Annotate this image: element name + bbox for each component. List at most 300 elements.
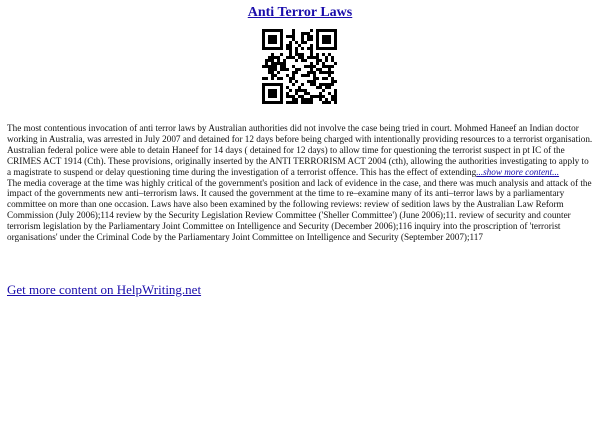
qr-module — [268, 71, 271, 74]
qr-module — [301, 95, 304, 98]
qr-module — [271, 101, 274, 104]
qr-module — [301, 32, 304, 35]
qr-module — [295, 101, 298, 104]
qr-module — [316, 32, 319, 35]
qr-module — [328, 53, 331, 56]
qr-module — [289, 44, 292, 47]
qr-module — [331, 56, 334, 59]
qr-module — [316, 47, 319, 50]
qr-module — [310, 29, 313, 32]
qr-module — [292, 77, 295, 80]
qr-module — [322, 77, 325, 80]
qr-module — [310, 53, 313, 56]
qr-module — [280, 83, 283, 86]
qr-module — [334, 89, 337, 92]
qr-module — [271, 41, 274, 44]
qr-module — [280, 41, 283, 44]
qr-module — [292, 65, 295, 68]
qr-module — [295, 98, 298, 101]
qr-module — [316, 38, 319, 41]
qr-module — [262, 29, 265, 32]
qr-module — [280, 65, 283, 68]
qr-module — [325, 29, 328, 32]
qr-module — [292, 35, 295, 38]
qr-module — [277, 62, 280, 65]
qr-module — [268, 92, 271, 95]
qr-module — [310, 83, 313, 86]
qr-module — [277, 59, 280, 62]
qr-module — [307, 65, 310, 68]
qr-module — [280, 38, 283, 41]
qr-module — [325, 86, 328, 89]
qr-module — [271, 62, 274, 65]
qr-module — [289, 77, 292, 80]
qr-module — [274, 95, 277, 98]
qr-module — [280, 92, 283, 95]
qr-module — [271, 47, 274, 50]
qr-module — [268, 68, 271, 71]
qr-module — [319, 71, 322, 74]
qr-module — [301, 47, 304, 50]
qr-module — [298, 56, 301, 59]
qr-code-icon — [262, 29, 337, 104]
qr-module — [262, 77, 265, 80]
qr-module — [331, 29, 334, 32]
qr-module — [295, 53, 298, 56]
paragraph-1 — [7, 123, 593, 178]
qr-module — [331, 59, 334, 62]
qr-module — [262, 83, 265, 86]
qr-module — [313, 65, 316, 68]
qr-module — [292, 29, 295, 32]
qr-module — [322, 47, 325, 50]
qr-module — [313, 71, 316, 74]
qr-module — [325, 83, 328, 86]
qr-module — [262, 47, 265, 50]
qr-module — [292, 38, 295, 41]
qr-module — [262, 101, 265, 104]
qr-module — [289, 56, 292, 59]
qr-module — [286, 68, 289, 71]
qr-module — [310, 68, 313, 71]
qr-module — [334, 32, 337, 35]
qr-module — [274, 41, 277, 44]
qr-module — [292, 95, 295, 98]
qr-module — [310, 101, 313, 104]
qr-module — [328, 47, 331, 50]
qr-module — [286, 86, 289, 89]
qr-module — [280, 95, 283, 98]
qr-module — [271, 65, 274, 68]
qr-module — [334, 44, 337, 47]
qr-module — [268, 59, 271, 62]
qr-module — [271, 92, 274, 95]
qr-module — [262, 95, 265, 98]
qr-module — [319, 98, 322, 101]
qr-module — [277, 83, 280, 86]
qr-module — [292, 101, 295, 104]
qr-module — [334, 47, 337, 50]
qr-module — [268, 83, 271, 86]
qr-module — [286, 35, 289, 38]
qr-module — [289, 95, 292, 98]
qr-module — [286, 44, 289, 47]
qr-module — [301, 101, 304, 104]
qr-module — [325, 77, 328, 80]
qr-module — [310, 56, 313, 59]
qr-module — [301, 59, 304, 62]
qr-module — [280, 44, 283, 47]
qr-module — [322, 83, 325, 86]
qr-module — [295, 41, 298, 44]
qr-module — [289, 53, 292, 56]
qr-module — [304, 101, 307, 104]
qr-module — [289, 47, 292, 50]
qr-module — [289, 80, 292, 83]
qr-module — [268, 65, 271, 68]
qr-module — [286, 95, 289, 98]
qr-module — [310, 71, 313, 74]
qr-module — [334, 95, 337, 98]
show-more-link[interactable]: ...show more content... — [476, 166, 560, 177]
qr-module — [334, 29, 337, 32]
qr-module — [304, 59, 307, 62]
qr-module — [316, 56, 319, 59]
qr-module — [274, 101, 277, 104]
qr-module — [301, 83, 304, 86]
qr-module — [298, 86, 301, 89]
qr-module — [280, 53, 283, 56]
essay-excerpt — [7, 123, 593, 243]
qr-module — [274, 38, 277, 41]
qr-module — [328, 74, 331, 77]
qr-module — [319, 92, 322, 95]
qr-module — [307, 101, 310, 104]
qr-module — [262, 32, 265, 35]
qr-module — [295, 59, 298, 62]
qr-module — [331, 98, 334, 101]
qr-module — [310, 47, 313, 50]
qr-module — [271, 59, 274, 62]
qr-module — [277, 77, 280, 80]
qr-module — [271, 29, 274, 32]
qr-module — [310, 98, 313, 101]
qr-module — [325, 98, 328, 101]
qr-module — [280, 62, 283, 65]
qr-module — [304, 92, 307, 95]
qr-module — [292, 74, 295, 77]
qr-module — [301, 56, 304, 59]
page-title — [0, 5, 600, 21]
qr-module — [301, 74, 304, 77]
qr-module — [274, 83, 277, 86]
qr-module — [304, 98, 307, 101]
qr-module — [277, 101, 280, 104]
qr-module — [322, 71, 325, 74]
qr-module — [262, 44, 265, 47]
qr-module — [265, 83, 268, 86]
qr-module — [274, 35, 277, 38]
qr-module — [316, 86, 319, 89]
qr-module — [334, 92, 337, 95]
qr-module — [304, 41, 307, 44]
qr-module — [295, 92, 298, 95]
qr-module — [310, 38, 313, 41]
qr-module — [307, 98, 310, 101]
qr-module — [271, 35, 274, 38]
qr-module — [265, 77, 268, 80]
qr-module — [316, 29, 319, 32]
qr-module — [331, 77, 334, 80]
qr-module — [286, 47, 289, 50]
qr-module — [334, 98, 337, 101]
qr-module — [322, 29, 325, 32]
qr-module — [334, 38, 337, 41]
qr-module — [316, 95, 319, 98]
qr-module — [316, 41, 319, 44]
qr-module — [271, 68, 274, 71]
qr-module — [334, 62, 337, 65]
qr-module — [331, 80, 334, 83]
qr-module — [301, 53, 304, 56]
qr-module — [328, 38, 331, 41]
qr-module — [262, 86, 265, 89]
qr-module — [280, 86, 283, 89]
qr-module — [280, 89, 283, 92]
qr-module — [280, 32, 283, 35]
qr-module — [286, 56, 289, 59]
qr-module — [280, 35, 283, 38]
qr-module — [334, 35, 337, 38]
qr-module — [301, 35, 304, 38]
paragraph-2: The media coverage at the time was highly critical of the government's position and lack of evidence in the case, and there was much analysis and attack of the impact of the governments new anti–terrorism laws. It caused the government at the time to re–examine many of its anti–terror laws by a parliamentary committee on more than one occasion. Laws have also been examined by the following reviews: review of sedition laws by the Australian Law Reform Commission (July 2006);114 review by the Security Legislation Review Committee ('Sheller Committee') (June 2006);11. review of security and counter terrorism legislation by the Parliamentary Joint Committee on Intelligence and Security (December 2006);116 inquiry into the proscription of 'terrorist organisations' under the Criminal Code by the Parliamentary Joint Committee on Intelligence and Security (September 2007);117 — [7, 177, 592, 243]
qr-module — [298, 53, 301, 56]
qr-module — [268, 29, 271, 32]
qr-module — [292, 32, 295, 35]
qr-module — [313, 74, 316, 77]
qr-module — [271, 53, 274, 56]
qr-module — [292, 71, 295, 74]
qr-module — [301, 38, 304, 41]
qr-module — [322, 62, 325, 65]
qr-module — [292, 56, 295, 59]
qr-module — [280, 47, 283, 50]
qr-module — [310, 62, 313, 65]
qr-module — [316, 59, 319, 62]
qr-module — [274, 29, 277, 32]
qr-module — [328, 92, 331, 95]
qr-module — [310, 65, 313, 68]
qr-module — [286, 74, 289, 77]
qr-module — [328, 65, 331, 68]
qr-module — [310, 50, 313, 53]
qr-module — [301, 89, 304, 92]
qr-module — [322, 35, 325, 38]
qr-module — [301, 41, 304, 44]
qr-module — [322, 65, 325, 68]
qr-module — [316, 35, 319, 38]
qr-module — [289, 50, 292, 53]
qr-module — [268, 41, 271, 44]
qr-module — [274, 89, 277, 92]
qr-module — [328, 41, 331, 44]
qr-module — [307, 80, 310, 83]
qr-module — [319, 59, 322, 62]
qr-module — [280, 29, 283, 32]
qr-module — [322, 101, 325, 104]
qr-module — [328, 68, 331, 71]
qr-module — [262, 65, 265, 68]
qr-module — [295, 71, 298, 74]
qr-module — [271, 83, 274, 86]
get-more-section — [7, 282, 201, 298]
qr-module — [283, 68, 286, 71]
qr-module — [262, 89, 265, 92]
qr-module — [295, 68, 298, 71]
qr-module — [328, 101, 331, 104]
qr-module — [322, 95, 325, 98]
qr-module — [328, 83, 331, 86]
qr-module — [298, 89, 301, 92]
qr-module — [292, 98, 295, 101]
qr-module — [304, 74, 307, 77]
qr-module — [274, 47, 277, 50]
qr-module — [325, 35, 328, 38]
title-link[interactable]: Anti Terror Laws — [247, 5, 353, 20]
qr-module — [268, 56, 271, 59]
qr-module — [262, 92, 265, 95]
qr-module — [334, 101, 337, 104]
qr-module — [319, 83, 322, 86]
qr-module — [271, 95, 274, 98]
qr-module — [325, 59, 328, 62]
qr-module — [307, 71, 310, 74]
qr-module — [319, 86, 322, 89]
qr-module — [331, 47, 334, 50]
qr-module — [319, 68, 322, 71]
qr-module — [262, 41, 265, 44]
qr-module — [271, 71, 274, 74]
qr-module — [322, 89, 325, 92]
qr-module — [301, 98, 304, 101]
qr-module — [268, 95, 271, 98]
qr-module — [280, 101, 283, 104]
qr-module — [277, 29, 280, 32]
qr-module — [316, 62, 319, 65]
qr-module — [328, 29, 331, 32]
qr-module — [331, 65, 334, 68]
qr-module — [265, 47, 268, 50]
qr-module — [295, 80, 298, 83]
qr-module — [289, 89, 292, 92]
qr-module — [265, 101, 268, 104]
qr-module — [274, 74, 277, 77]
qr-module — [325, 38, 328, 41]
qr-module — [298, 95, 301, 98]
qr-module — [289, 35, 292, 38]
qr-module — [298, 68, 301, 71]
qr-module — [274, 65, 277, 68]
qr-module — [262, 35, 265, 38]
qr-module — [319, 47, 322, 50]
qr-module — [316, 53, 319, 56]
qr-module — [265, 65, 268, 68]
qr-module — [310, 44, 313, 47]
qr-module — [319, 95, 322, 98]
qr-module — [328, 35, 331, 38]
qr-module — [322, 38, 325, 41]
qr-module — [319, 29, 322, 32]
qr-module — [274, 62, 277, 65]
qr-module — [274, 68, 277, 71]
qr-module — [313, 95, 316, 98]
qr-module — [289, 41, 292, 44]
qr-module — [298, 44, 301, 47]
qr-module — [331, 83, 334, 86]
get-more-link[interactable]: Get more content on HelpWriting.net — [7, 282, 202, 297]
qr-module — [280, 68, 283, 71]
qr-module — [277, 47, 280, 50]
qr-module — [325, 56, 328, 59]
qr-module — [265, 62, 268, 65]
qr-module — [307, 92, 310, 95]
qr-module — [310, 80, 313, 83]
qr-module — [316, 77, 319, 80]
qr-module — [283, 62, 286, 65]
qr-module — [268, 47, 271, 50]
qr-module — [304, 32, 307, 35]
qr-module — [268, 35, 271, 38]
paragraph-1-text: The most contentious invocation of anti terror laws by Australian authorities did not involve the case being tried in court. Mohmed Haneef an Indian doctor working in Australia, was arrested in July 2007 and detained for 12 days before being charged with intentionally providing resources to a terrorist organisation. Australian federal police were able to detain Haneef for 14 days ( detained for 12 days) to allow time for questioning the terrorist suspect in pt IC of the CRIMES ACT 1914 (Cth). These provisions, originally inserted by the ANTI TERRORISM ACT 2004 (cth), allowing the authorities investigating to apply to a magistrate to suspend or delay questioning time during the investigation of a terrorist offence. This has the effect of extending — [7, 123, 593, 177]
qr-module — [325, 41, 328, 44]
qr-module — [274, 56, 277, 59]
qr-module — [277, 71, 280, 74]
qr-module — [325, 101, 328, 104]
qr-module — [277, 56, 280, 59]
qr-module — [268, 38, 271, 41]
qr-module — [292, 83, 295, 86]
qr-module — [313, 77, 316, 80]
qr-module — [289, 101, 292, 104]
qr-module — [304, 65, 307, 68]
qr-module — [286, 92, 289, 95]
qr-module — [313, 80, 316, 83]
qr-module — [271, 77, 274, 80]
qr-module — [313, 83, 316, 86]
qr-module — [328, 86, 331, 89]
qr-module — [307, 35, 310, 38]
qr-module — [307, 47, 310, 50]
qr-module — [274, 92, 277, 95]
qr-module — [322, 41, 325, 44]
qr-module — [331, 95, 334, 98]
qr-module — [295, 89, 298, 92]
qr-module — [322, 53, 325, 56]
qr-module — [283, 65, 286, 68]
qr-module — [310, 35, 313, 38]
qr-module — [325, 65, 328, 68]
qr-module — [271, 56, 274, 59]
qr-module — [280, 98, 283, 101]
qr-module — [334, 80, 337, 83]
qr-module — [334, 41, 337, 44]
qr-module — [328, 71, 331, 74]
qr-module — [271, 74, 274, 77]
qr-module — [268, 101, 271, 104]
qr-module — [331, 71, 334, 74]
qr-module — [295, 47, 298, 50]
qr-module — [265, 29, 268, 32]
